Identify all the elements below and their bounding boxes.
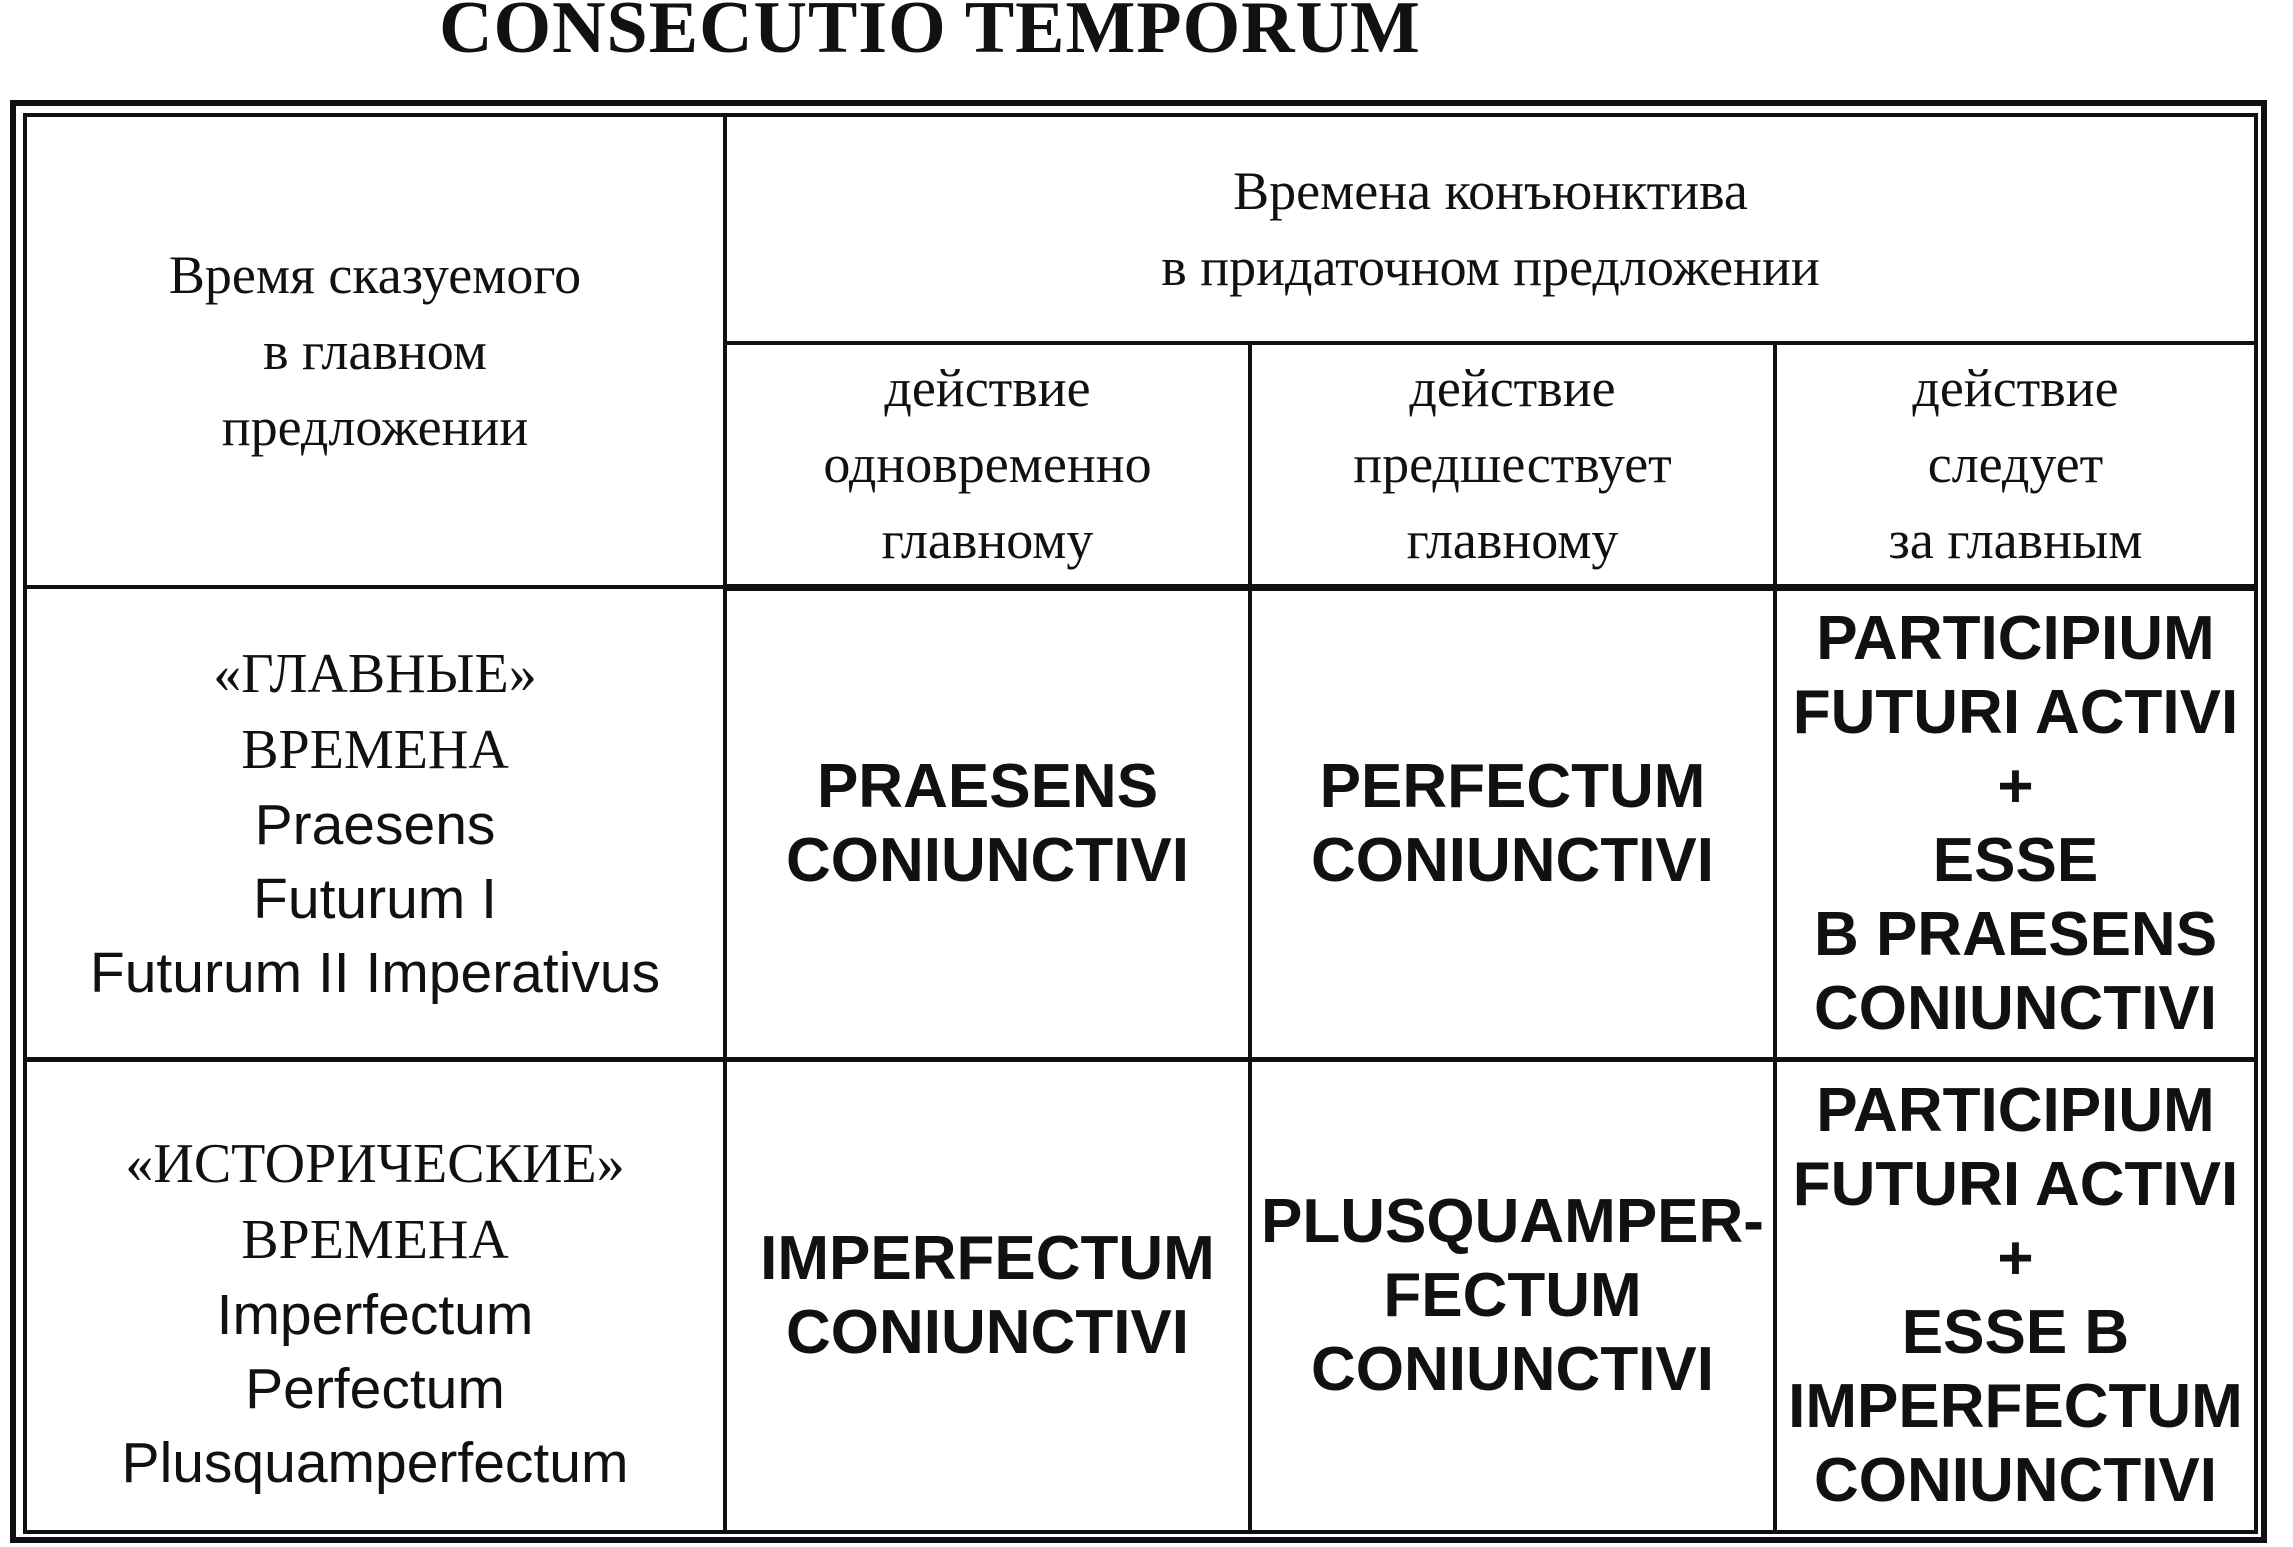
header-line: главному — [1406, 510, 1619, 571]
header-line: в придаточном предложении — [1161, 237, 1820, 297]
historical-simultaneous-cell — [725, 1059, 1250, 1532]
header-line: следует — [1927, 434, 2104, 495]
result-line: IMPERFECTUM — [1788, 1371, 2243, 1441]
tense-name: Futurum I — [253, 866, 497, 931]
result-line: FUTURI ACTIVI — [1792, 1149, 2239, 1219]
result-line: CONIUNCTIVI — [1311, 825, 1714, 895]
result-line: CONIUNCTIVI — [1814, 1445, 2217, 1515]
tense-name: Imperfectum — [216, 1282, 534, 1347]
group-label: «ГЛАВНЫЕ» — [213, 642, 537, 705]
result-line: FUTURI ACTIVI — [1792, 677, 2239, 747]
result-line: CONIUNCTIVI — [1814, 973, 2217, 1043]
result-line: B PRAESENS — [1813, 899, 2218, 969]
page-title: CONSECUTIO TEMPORUM — [439, 0, 1421, 69]
result-line: CONIUNCTIVI — [1311, 1334, 1714, 1404]
result-line: ESSE — [1932, 825, 2099, 895]
header-line: предложении — [221, 397, 529, 457]
historical-tenses-cell — [25, 1059, 725, 1532]
tense-name: Praesens — [254, 792, 496, 857]
result-line: FECTUM — [1383, 1260, 1642, 1330]
header-prior — [1250, 343, 1775, 587]
header-line: одновременно — [823, 434, 1152, 495]
result-line: PARTICIPIUM — [1816, 603, 2215, 673]
group-label: «ИСТОРИЧЕСКИЕ» — [125, 1132, 625, 1195]
header-simultaneous — [725, 343, 1250, 587]
result-line: PLUSQUAMPER- — [1261, 1186, 1764, 1256]
historical-prior-cell — [1250, 1059, 1775, 1532]
header-line: главному — [881, 510, 1094, 571]
result-line: IMPERFECTUM — [760, 1223, 1215, 1293]
subjunctive-group-header — [725, 115, 2256, 343]
primary-tenses-cell — [25, 587, 725, 1059]
group-label: ВРЕМЕНА — [241, 718, 509, 781]
header-line: за главным — [1888, 510, 2143, 571]
header-line: действие — [884, 358, 1091, 419]
result-line: ESSE B — [1901, 1297, 2130, 1367]
result-line: + — [1997, 751, 2034, 821]
tense-name: Futurum II Imperativus — [89, 940, 661, 1005]
primary-prior-cell — [1250, 587, 1775, 1059]
table-row-historical — [25, 1059, 2256, 1532]
result-line: CONIUNCTIVI — [786, 1297, 1189, 1367]
group-label: ВРЕМЕНА — [241, 1208, 509, 1271]
header-line: Время сказуемого — [168, 245, 582, 305]
tense-name: Plusquamperfectum — [121, 1430, 629, 1495]
result-line: CONIUNCTIVI — [786, 825, 1189, 895]
header-posterior — [1775, 343, 2256, 587]
header-line: действие — [1409, 358, 1616, 419]
header-row-1 — [25, 115, 2256, 343]
result-line: PERFECTUM — [1319, 751, 1706, 821]
historical-posterior-cell — [1775, 1059, 2256, 1532]
primary-posterior-cell — [1775, 587, 2256, 1059]
header-line: в главном — [263, 321, 487, 381]
result-line: PRAESENS — [816, 751, 1159, 821]
header-line: Времена конъюнктива — [1233, 161, 1748, 221]
result-line: + — [1997, 1223, 2034, 1293]
header-line: предшествует — [1353, 434, 1672, 495]
tense-name: Perfectum — [245, 1356, 505, 1421]
main-clause-header — [25, 115, 725, 587]
result-line: PARTICIPIUM — [1816, 1075, 2215, 1145]
header-line: действие — [1912, 358, 2119, 419]
table-row-primary — [25, 587, 2256, 1059]
primary-simultaneous-cell — [725, 587, 1250, 1059]
consecutio-table — [23, 113, 2258, 1534]
